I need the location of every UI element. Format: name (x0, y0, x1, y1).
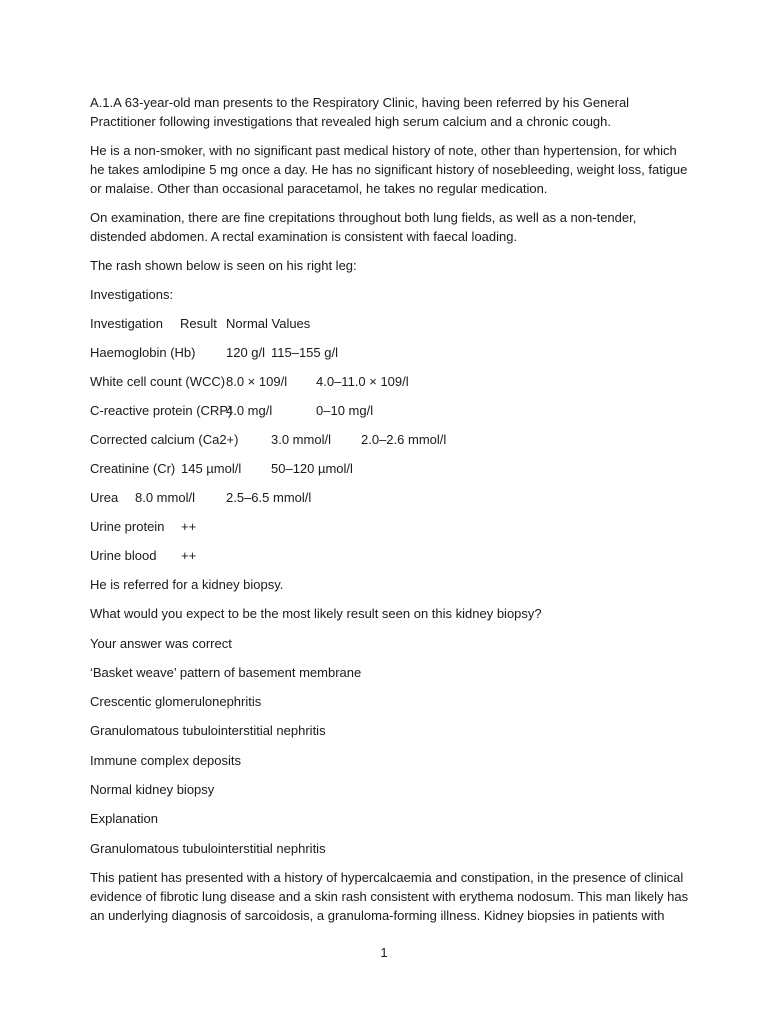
answer-option: Immune complex deposits (90, 752, 242, 768)
investigation-name: C-reactive protein (CRP) (90, 403, 233, 418)
header-result: Result (180, 316, 217, 331)
investigation-normal: 0–10 mg/l (316, 403, 374, 418)
investigation-name: Urine blood (90, 548, 157, 563)
examination-paragraph: On examination, there are fine crepitations throughout both lung fields, as well as a non-tender, distended abdomen. A rectal examination is consistent with faecal loading. (90, 210, 637, 244)
investigations-heading: Investigations: (90, 287, 174, 302)
table-row (90, 343, 690, 362)
table-row (90, 459, 690, 478)
page-number: 1 (380, 945, 388, 960)
investigation-normal: 2.0–2.6 mmol/l (361, 432, 447, 447)
investigation-name: White cell count (WCC) (90, 374, 226, 389)
rash-paragraph: The rash shown below is seen on his right leg: (90, 258, 357, 273)
explanation-heading: Explanation (90, 811, 158, 827)
explanation-text: This patient has presented with a history of hypercalcaemia and constipation, in the presence of clinical evidence of fibrotic lung disease and a skin rash consistent with erythema nodosum. This man likely has an underlying diagnosis of sarcoidosis, a granuloma-forming illness. Kidney biopsies in patients with (90, 869, 689, 923)
investigation-normal: 115–155 g/l (271, 345, 338, 360)
header-investigation: Investigation (90, 316, 163, 331)
investigation-normal: 4.0–11.0 × 109/l (316, 374, 409, 389)
investigation-result: 8.0 mmol/l (135, 490, 195, 505)
investigation-result: 120 g/l (226, 345, 266, 360)
investigation-result: ++ (181, 519, 197, 534)
intro-paragraph: A.1.A 63-year-old man presents to the Respiratory Clinic, having been referred by his General Practitioner following investigations that revealed high serum calcium and a chronic cough. (90, 95, 630, 129)
investigations-header-row (90, 314, 690, 333)
investigation-normal: 50–120 µmol/l (271, 461, 353, 476)
history-paragraph: He is a non-smoker, with no significant past medical history of note, other than hypertension, for which he takes amlodipine 5 mg once a day. He has no significant history of nosebleeding, weight loss, fatigue or malaise. Other than occasional paracetamol, he takes no regular medication. (90, 143, 688, 196)
document-body (90, 93, 690, 925)
investigation-name: Haemoglobin (Hb) (90, 345, 196, 360)
table-row (90, 430, 690, 449)
investigation-name: Corrected calcium (Ca2+) (90, 432, 239, 447)
header-normal-values: Normal Values (226, 316, 311, 331)
investigation-name: Creatinine (Cr) (90, 461, 176, 476)
investigation-result: 8.0 × 109/l (226, 374, 288, 389)
answer-option: Normal kidney biopsy (90, 782, 215, 798)
answer-option: ‘Basket weave’ pattern of basement membrane (90, 664, 362, 680)
answer-option: Granulomatous tubulointerstitial nephritis (90, 723, 326, 739)
answer-options (90, 663, 690, 799)
investigation-name: Urine protein (90, 519, 165, 534)
answer-option: Crescentic glomerulonephritis (90, 694, 262, 710)
table-row (90, 401, 690, 420)
explanation-answer: Granulomatous tubulointerstitial nephritis (90, 840, 326, 856)
investigations-table (90, 314, 690, 565)
table-row (90, 372, 690, 391)
answer-feedback: Your answer was correct (90, 635, 232, 651)
question-prompt: What would you expect to be the most likely result seen on this kidney biopsy? (90, 606, 542, 622)
investigation-result: 145 µmol/l (181, 461, 242, 476)
investigation-result: 3.0 mmol/l (271, 432, 331, 447)
table-row (90, 488, 690, 507)
investigation-normal: 2.5–6.5 mmol/l (226, 490, 312, 505)
table-row (90, 517, 690, 536)
investigation-result: 4.0 mg/l (226, 403, 273, 418)
table-row (90, 546, 690, 565)
referral-text: He is referred for a kidney biopsy. (90, 577, 284, 592)
investigation-result: ++ (181, 548, 197, 563)
investigation-name: Urea (90, 490, 119, 505)
